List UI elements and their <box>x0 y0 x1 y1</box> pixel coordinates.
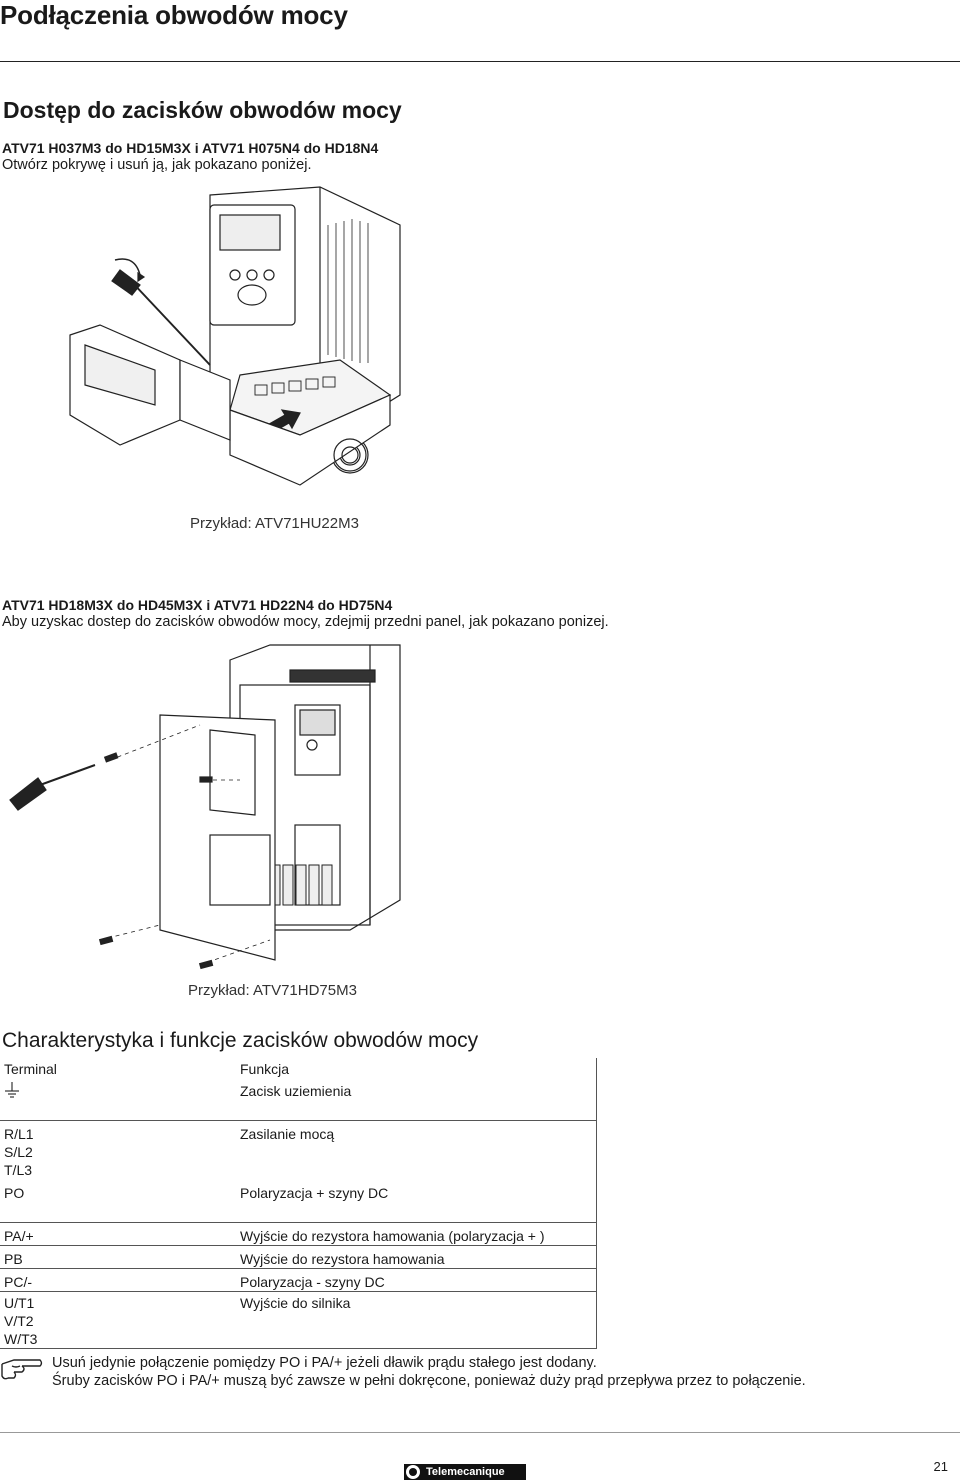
rst-function: Zasilanie mocą <box>240 1126 335 1142</box>
block1-caption: Przykład: ATV71HU22M3 <box>190 515 359 532</box>
drive-cover-removal-illustration <box>60 185 420 505</box>
terminal-pa: PA/+ <box>0 1223 236 1246</box>
terminal-s: S/L2 <box>4 1144 33 1160</box>
terminal-u: U/T1 <box>4 1295 35 1311</box>
pa-function: Wyjście do rezystora hamowania (polaryzacja + ) <box>236 1223 597 1246</box>
footer-divider <box>0 1432 960 1433</box>
block2-caption: Przykład: ATV71HD75M3 <box>188 982 357 999</box>
ground-function: Zacisk uziemienia <box>240 1083 352 1099</box>
terminal-v: V/T2 <box>4 1313 34 1329</box>
telemecanique-logo <box>404 1464 526 1480</box>
block2-text: Aby uzyskac dostep do zacisków obwodów mocy, zdejmij przedni panel, jak pokazano ponizej. <box>2 614 609 630</box>
note-line-1: Usuń jedynie połączenie pomiędzy PO i PA/+ jeżeli dławik prądu stałego jest dodany. <box>52 1355 597 1371</box>
terminal-pc: PC/- <box>0 1269 236 1292</box>
table-title: Charakterystyka i funkcje zacisków obwodów mocy <box>2 1029 479 1052</box>
title-divider <box>0 61 960 62</box>
terminal-table <box>0 1058 597 1349</box>
block1-heading: ATV71 H037M3 do HD15M3X i ATV71 H075N4 do HD18N4 <box>2 140 379 156</box>
terminal-r: R/L1 <box>4 1126 34 1142</box>
ground-symbol-icon <box>4 1082 236 1102</box>
header-function: Funkcja <box>240 1061 290 1077</box>
uvw-function: Wyjście do silnika <box>236 1292 597 1349</box>
terminal-t: T/L3 <box>4 1162 33 1178</box>
po-function: Polaryzacja + szyny DC <box>240 1185 389 1201</box>
brand-name: Telemecanique <box>426 1466 505 1478</box>
pointing-hand-icon <box>0 1356 44 1382</box>
header-terminal: Terminal <box>4 1061 57 1077</box>
block1-text: Otwórz pokrywę i usuń ją, jak pokazano poniżej. <box>2 157 312 173</box>
pc-function: Polaryzacja - szyny DC <box>236 1269 597 1292</box>
terminal-po: PO <box>4 1185 25 1201</box>
telemecanique-logo-icon <box>406 1465 420 1479</box>
page-number: 21 <box>933 1459 948 1474</box>
front-panel-removal-illustration <box>0 640 420 980</box>
block2-heading: ATV71 HD18M3X do HD45M3X i ATV71 HD22N4 do HD75N4 <box>2 597 393 613</box>
section-title: Dostęp do zacisków obwodów mocy <box>3 97 402 123</box>
terminal-pb: PB <box>0 1246 236 1269</box>
page-title: Podłączenia obwodów mocy <box>0 0 348 30</box>
pb-function: Wyjście do rezystora hamowania <box>236 1246 597 1269</box>
note-line-2: Śruby zacisków PO i PA/+ muszą być zawsze w pełni dokręcone, ponieważ duży prąd przepływa przez to połączenie. <box>52 1373 806 1389</box>
terminal-w: W/T3 <box>4 1331 38 1347</box>
